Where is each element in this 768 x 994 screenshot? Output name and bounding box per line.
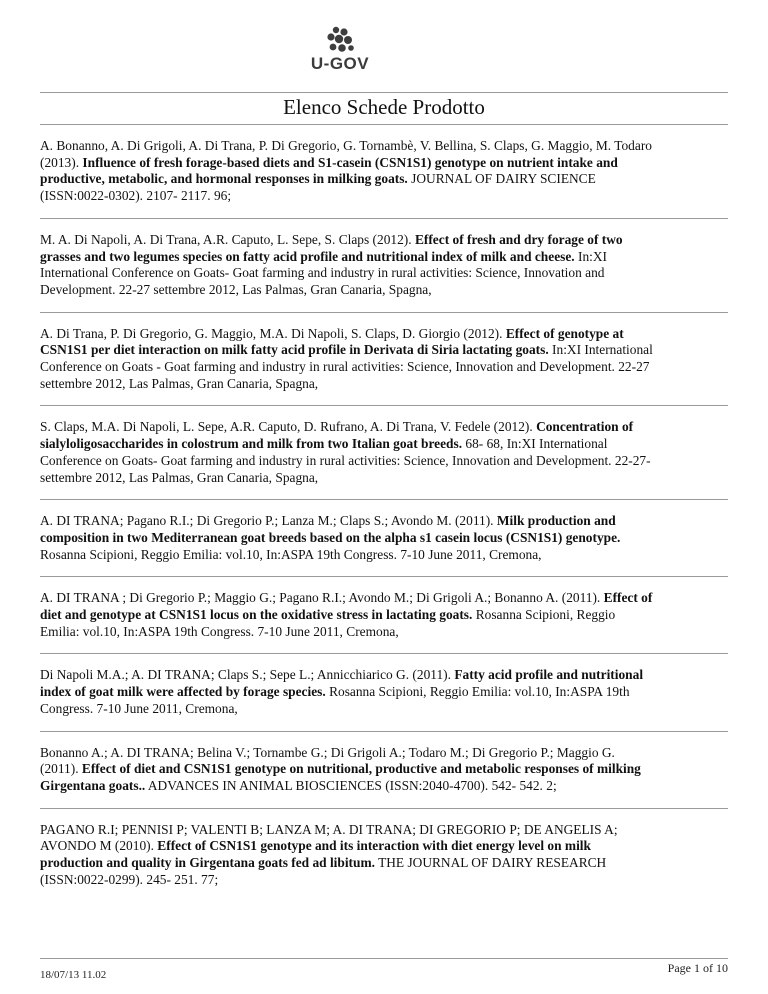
u-gov-logo [300, 26, 380, 78]
entry-authors: A. Di Trana, P. Di Gregorio, G. Maggio, M.A. Di Napoli, S. Claps, D. Giorgio (2012). [40, 325, 506, 341]
entry-authors: A. Bonanno, A. Di Grigoli, A. Di Trana, P. Di Gregorio, G. Tornambè, V. Bellina, S. Claps, G. Maggio, M. Todaro (2013). [40, 138, 652, 170]
publication-entry [40, 125, 728, 218]
entry-authors: PAGANO R.I; PENNISI P; VALENTI B; LANZA M; A. DI TRANA; DI GREGORIO P; DE ANGELIS A; AVONDO M (2010). [40, 821, 618, 854]
publication-entry [40, 499, 728, 576]
publication-list [40, 125, 728, 902]
entry-authors: Bonanno A.; A. DI TRANA; Belina V.; Tornambe G.; Di Grigoli A.; Todaro M.; Di Gregorio P.; Maggio G. (2011). [40, 744, 615, 777]
entry-title: Effect of diet and genotype at CSN1S1 locus on the oxidative stress in lactating goats. [40, 590, 653, 623]
entry-authors: S. Claps, M.A. Di Napoli, L. Sepe, A.R. Caputo, D. Rufrano, A. Di Trana, V. Fedele (2012). [40, 419, 537, 435]
footer-date: 18/07/13 11.02 [40, 969, 107, 981]
entry-source: THE JOURNAL OF DAIRY RESEARCH (ISSN:0022-0299). 245- 251. 77; [40, 855, 607, 887]
entry-authors: M. A. Di Napoli, A. Di Trana, A.R. Caputo, L. Sepe, S. Claps (2012). [40, 231, 415, 247]
u-gov-logo-icon [321, 26, 359, 54]
entry-title: Effect of fresh and dry forage of two grasses and two legumes species on fatty acid profile and nutritional index of milk and cheese. [40, 231, 623, 264]
entry-title: Milk production and composition in two Mediterranean goat breeds based on the alpha s1 casein locus (CSN1S1) genotype. [40, 513, 621, 545]
title-top-rule [40, 92, 728, 93]
publication-entry [40, 576, 728, 653]
publication-entry [40, 731, 728, 808]
publication-entry [40, 808, 728, 902]
entry-source: In:XI International Conference on Goats- Goat farming and industry in rural activities: Science, Innovation and Development. 22-27 settembre 2012, Las Palmas, Gran Canaria, Spagna, [40, 248, 608, 297]
entry-title: Concentration of sialyloligosaccharides in colostrum and milk from two Italian goat breeds. [40, 419, 634, 452]
logo-text: U-GOV [310, 54, 370, 73]
entry-source: 68- 68, In:XI International Conference on Goats- Goat farming and industry in rural activities: Science, Innovation and Development. 22-27- settembre 2012, Las Palmas, Gran Canaria, Spagna, [40, 436, 651, 485]
publication-entry [40, 653, 728, 730]
entry-authors: A. DI TRANA ; Di Gregorio P.; Maggio G.; Pagano R.I.; Avondo M.; Di Grigoli A.; Bonanno A. (2011). [40, 590, 604, 606]
entry-source: JOURNAL OF DAIRY SCIENCE (ISSN:0022-0302). 2107- 2117. 96; [40, 171, 596, 204]
entry-title: Fatty acid profile and nutritional index of goat milk were affected by forage species. [40, 667, 644, 700]
publication-entry [40, 312, 728, 406]
entry-authors: Di Napoli M.A.; A. DI TRANA; Claps S.; Sepe L.; Annicchiarico G. (2011). [40, 667, 455, 683]
entry-source: Rosanna Scipioni, Reggio Emilia: vol.10, In:ASPA 19th Congress. 7-10 June 2011, Cremona, [40, 546, 542, 562]
page-number: Page 1 of 10 [667, 961, 728, 975]
entry-title: Effect of CSN1S1 genotype and its interaction with diet energy level on milk production and quality in Girgentana goats fed ad libitum. [40, 838, 591, 871]
entry-title: Influence of fresh forage-based diets and S1-casein (CSN1S1) genotype on nutrient intake and productive, metabolic, and hormonal responses in milking goats. [40, 154, 618, 187]
entry-source: Rosanna Scipioni, Reggio Emilia: vol.10, In:ASPA 19th Congress. 7-10 June 2011, Cremona, [40, 684, 630, 716]
footer-rule [40, 958, 728, 959]
entry-title: Effect of genotype at CSN1S1 per diet interaction on milk fatty acid profile in Derivata di Siria lactating goats. [40, 325, 624, 358]
publication-entry [40, 405, 728, 499]
entry-source: ADVANCES IN ANIMAL BIOSCIENCES (ISSN:2040-4700). 542- 542. 2; [145, 777, 557, 793]
publication-entry [40, 218, 728, 312]
entry-source: Rosanna Scipioni, Reggio Emilia: vol.10, In:ASPA 19th Congress. 7-10 June 2011, Cremona, [40, 607, 616, 639]
entry-source: In:XI International Conference on Goats - Goat farming and industry in rural activities: Science, Innovation and Development. 22-27 settembre 2012, Las Palmas, Gran Canaria, Spagna, [40, 342, 653, 391]
entry-authors: A. DI TRANA; Pagano R.I.; Di Gregorio P.; Lanza M.; Claps S.; Avondo M. (2011). [40, 513, 497, 529]
entry-title: Effect of diet and CSN1S1 genotype on nutritional, productive and metabolic responses of milking Girgentana goats.. [40, 761, 641, 793]
page-title: Elenco Schede Prodotto [283, 95, 485, 119]
